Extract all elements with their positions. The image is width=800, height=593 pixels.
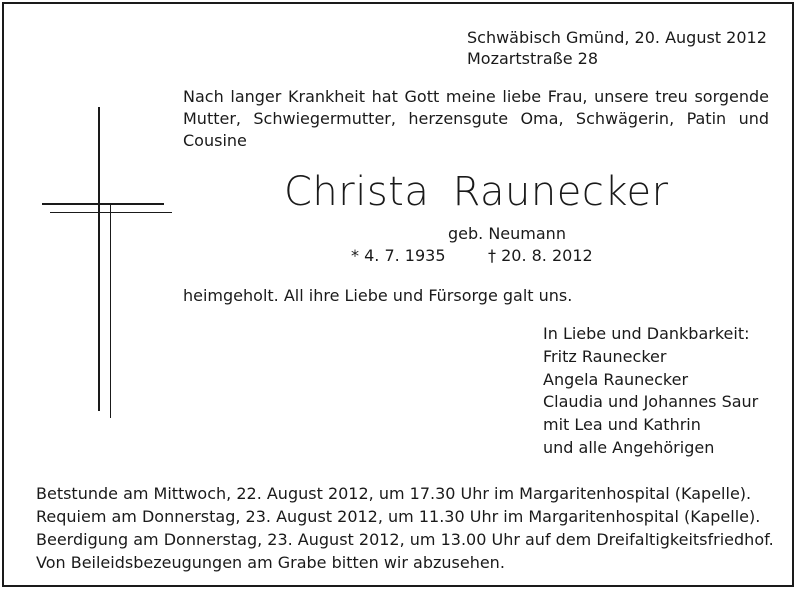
cross-horizontal-bar xyxy=(42,203,164,205)
intro-text: Nach langer Krankheit hat Gott meine liebe Frau, unsere treu sorgende Mutter, Schwiegermutter, herzensgute Oma, Schwägerin, Patin und Cousine xyxy=(183,87,769,150)
mourner-item: Angela Raunecker xyxy=(543,369,689,389)
called-home-text: heimgeholt. All ihre Liebe und Fürsorge galt uns. xyxy=(183,286,573,305)
service-details xyxy=(36,482,774,574)
mourner-item: Fritz Raunecker xyxy=(543,346,667,366)
mourner-item: und alle Angehörigen xyxy=(543,437,715,457)
cross-vertical-bar xyxy=(98,107,100,411)
mourner-item: Claudia und Johannes Saur xyxy=(543,392,759,412)
mourners-heading: In Liebe und Dankbarkeit: xyxy=(543,324,750,343)
service-requiem: Requiem am Donnerstag, 23. August 2012, um 11.30 Uhr im Margaritenhospital (Kapelle). xyxy=(36,507,761,526)
birth-date: * 4. 7. 1935 xyxy=(351,246,446,265)
cross-horizontal-shadow xyxy=(50,212,172,213)
deceased-name: Christa Raunecker xyxy=(284,169,669,215)
service-prayer-hour: Betstunde am Mittwoch, 22. August 2012, um 17.30 Uhr im Margaritenhospital (Kapelle). xyxy=(36,484,752,503)
mourner-item: mit Lea und Kathrin xyxy=(543,415,701,435)
service-burial: Beerdigung am Donnerstag, 23. August 2012, um 13.00 Uhr auf dem Dreifaltigkeitsfriedhof. xyxy=(36,530,774,549)
cross-vertical-shadow xyxy=(110,205,111,418)
place-date: Schwäbisch Gmünd, 20. August 2012 xyxy=(467,28,767,47)
mourners-list xyxy=(543,323,758,460)
death-date: † 20. 8. 2012 xyxy=(488,246,593,265)
address: Mozartstraße 28 xyxy=(467,49,599,68)
maiden-name: geb. Neumann xyxy=(448,224,566,243)
condolence-note: Von Beileidsbezeugungen am Grabe bitten wir abzusehen. xyxy=(36,553,505,572)
